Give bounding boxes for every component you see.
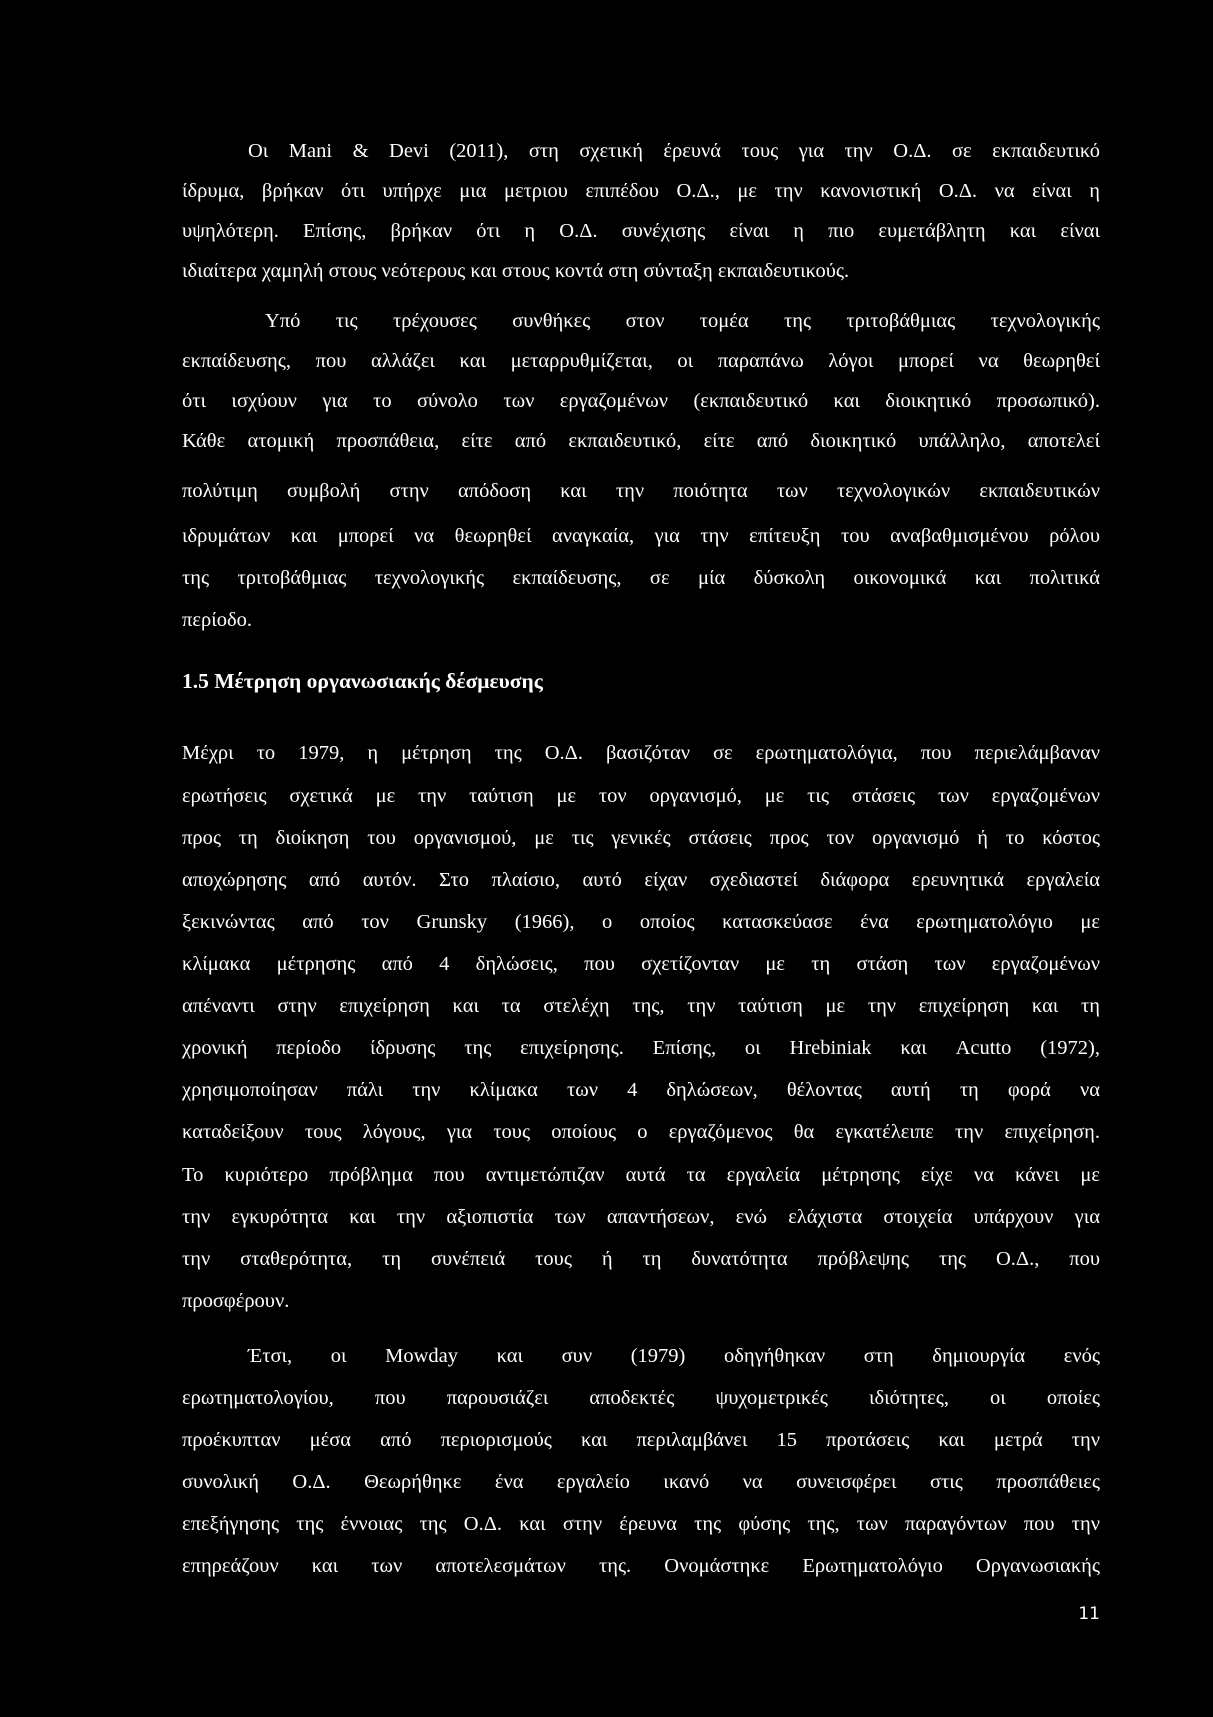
text-line: ερωτήσεις σχετικά με την ταύτιση με τον οργανισμό, με τις στάσεις των εργαζομένων <box>182 785 1100 807</box>
text-line: εκπαίδευσης, που αλλάζει και μεταρρυθμίζεται, οι παραπάνω λόγοι μπορεί να θεωρηθεί <box>182 350 1100 372</box>
text-line: Έτσι, οι Mowday και συν (1979) οδηγήθηκαν στη δημιουργία ενός <box>248 1345 1100 1367</box>
text-line: ερωτηματολογίου, που παρουσιάζει αποδεκτές ψυχομετρικές ιδιότητες, οι οποίες <box>182 1387 1100 1409</box>
text-line: την σταθερότητα, τη συνέπειά τους ή τη δυνατότητα πρόβλεψης της Ο.Δ., που <box>182 1248 1100 1270</box>
text-line: χρησιμοποίησαν πάλι την κλίμακα των 4 δηλώσεων, θέλοντας αυτή τη φορά να <box>182 1079 1100 1101</box>
text-line: Υπό τις τρέχουσες συνθήκες στον τομέα της τριτοβάθμιας τεχνολογικής <box>265 310 1100 332</box>
text-line: προς τη διοίκηση του οργανισμού, με τις γενικές στάσεις προς τον οργανισμό ή το κόστος <box>182 827 1100 849</box>
text-line: Μέχρι το 1979, η μέτρηση της Ο.Δ. βασιζόταν σε ερωτηματολόγια, που περιελάμβαναν <box>182 742 1100 764</box>
text-line: επηρεάζουν και των αποτελεσμάτων της. Ονομάστηκε Ερωτηματολόγιο Οργανωσιακής <box>182 1555 1100 1577</box>
text-line: ιδιαίτερα χαμηλή στους νεότερους και στους κοντά στη σύνταξη εκπαιδευτικούς. <box>182 260 850 282</box>
text-line: κλίμακα μέτρησης από 4 δηλώσεις, που σχετίζονταν με τη στάση των εργαζομένων <box>182 953 1100 975</box>
text-line: ότι ισχύουν για το σύνολο των εργαζομένων (εκπαιδευτικό και διοικητικό προσωπικό). <box>182 390 1100 412</box>
text-line: συνολική Ο.Δ. Θεωρήθηκε ένα εργαλείο ικανό να συνεισφέρει στις προσπάθειες <box>182 1471 1100 1493</box>
text-line: ιδρυμάτων και μπορεί να θεωρηθεί αναγκαία, για την επίτευξη του αναβαθμισμένου ρόλου <box>182 525 1100 547</box>
text-line: καταδείξουν τους λόγους, για τους οποίους ο εργαζόμενος θα εγκατέλειπε την επιχείρηση. <box>182 1121 1100 1143</box>
text-line: της τριτοβάθμιας τεχνολογικής εκπαίδευσης, σε μία δύσκολη οικονομικά και πολιτικά <box>182 567 1100 589</box>
text-line: ξεκινώντας από τον Grunsky (1966), ο οποίος κατασκεύασε ένα ερωτηματολόγιο με <box>182 911 1100 933</box>
text-line: χρονική περίοδο ίδρυσης της επιχείρησης. Επίσης, οι Hrebiniak και Acutto (1972), <box>182 1037 1100 1059</box>
text-line: Κάθε ατομική προσπάθεια, είτε από εκπαιδευτικό, είτε από διοικητικό υπάλληλο, αποτελεί <box>182 430 1100 452</box>
text-line: ίδρυμα, βρήκαν ότι υπήρχε μια μετριου επιπέδου Ο.Δ., με την κανονιστική Ο.Δ. να είναι η <box>182 180 1100 202</box>
page-number: 11 <box>1078 1604 1100 1624</box>
text-line: επεξήγησης της έννοιας της Ο.Δ. και στην έρευνα της φύσης της, των παραγόντων που την <box>182 1513 1100 1535</box>
text-line: προσφέρουν. <box>182 1290 290 1312</box>
text-line: υψηλότερη. Επίσης, βρήκαν ότι η Ο.Δ. συνέχισης είναι η πιο ευμετάβλητη και είναι <box>182 220 1100 242</box>
text-line: Το κυριότερο πρόβλημα που αντιμετώπιζαν αυτά τα εργαλεία μέτρησης είχε να κάνει με <box>182 1164 1100 1186</box>
text-line: πολύτιμη συμβολή στην απόδοση και την ποιότητα των τεχνολογικών εκπαιδευτικών <box>182 480 1100 502</box>
section-heading: 1.5 Μέτρηση οργανωσιακής δέσμευσης <box>182 669 543 693</box>
text-line: την εγκυρότητα και την αξιοπιστία των απαντήσεων, ενώ ελάχιστα στοιχεία υπάρχουν για <box>182 1206 1100 1228</box>
text-line: προέκυπταν μέσα από περιορισμούς και περιλαμβάνει 15 προτάσεις και μετρά την <box>182 1429 1100 1451</box>
text-line: απέναντι στην επιχείρηση και τα στελέχη της, την ταύτιση με την επιχείρηση και τη <box>182 995 1100 1017</box>
text-line: Οι Mani & Devi (2011), στη σχετική έρευνά τους για την Ο.Δ. σε εκπαιδευτικό <box>248 140 1100 162</box>
text-line: αποχώρησης από αυτόν. Στο πλαίσιο, αυτό είχαν σχεδιαστεί διάφορα ερευνητικά εργαλεία <box>182 869 1100 891</box>
text-line: περίοδο. <box>182 609 252 631</box>
